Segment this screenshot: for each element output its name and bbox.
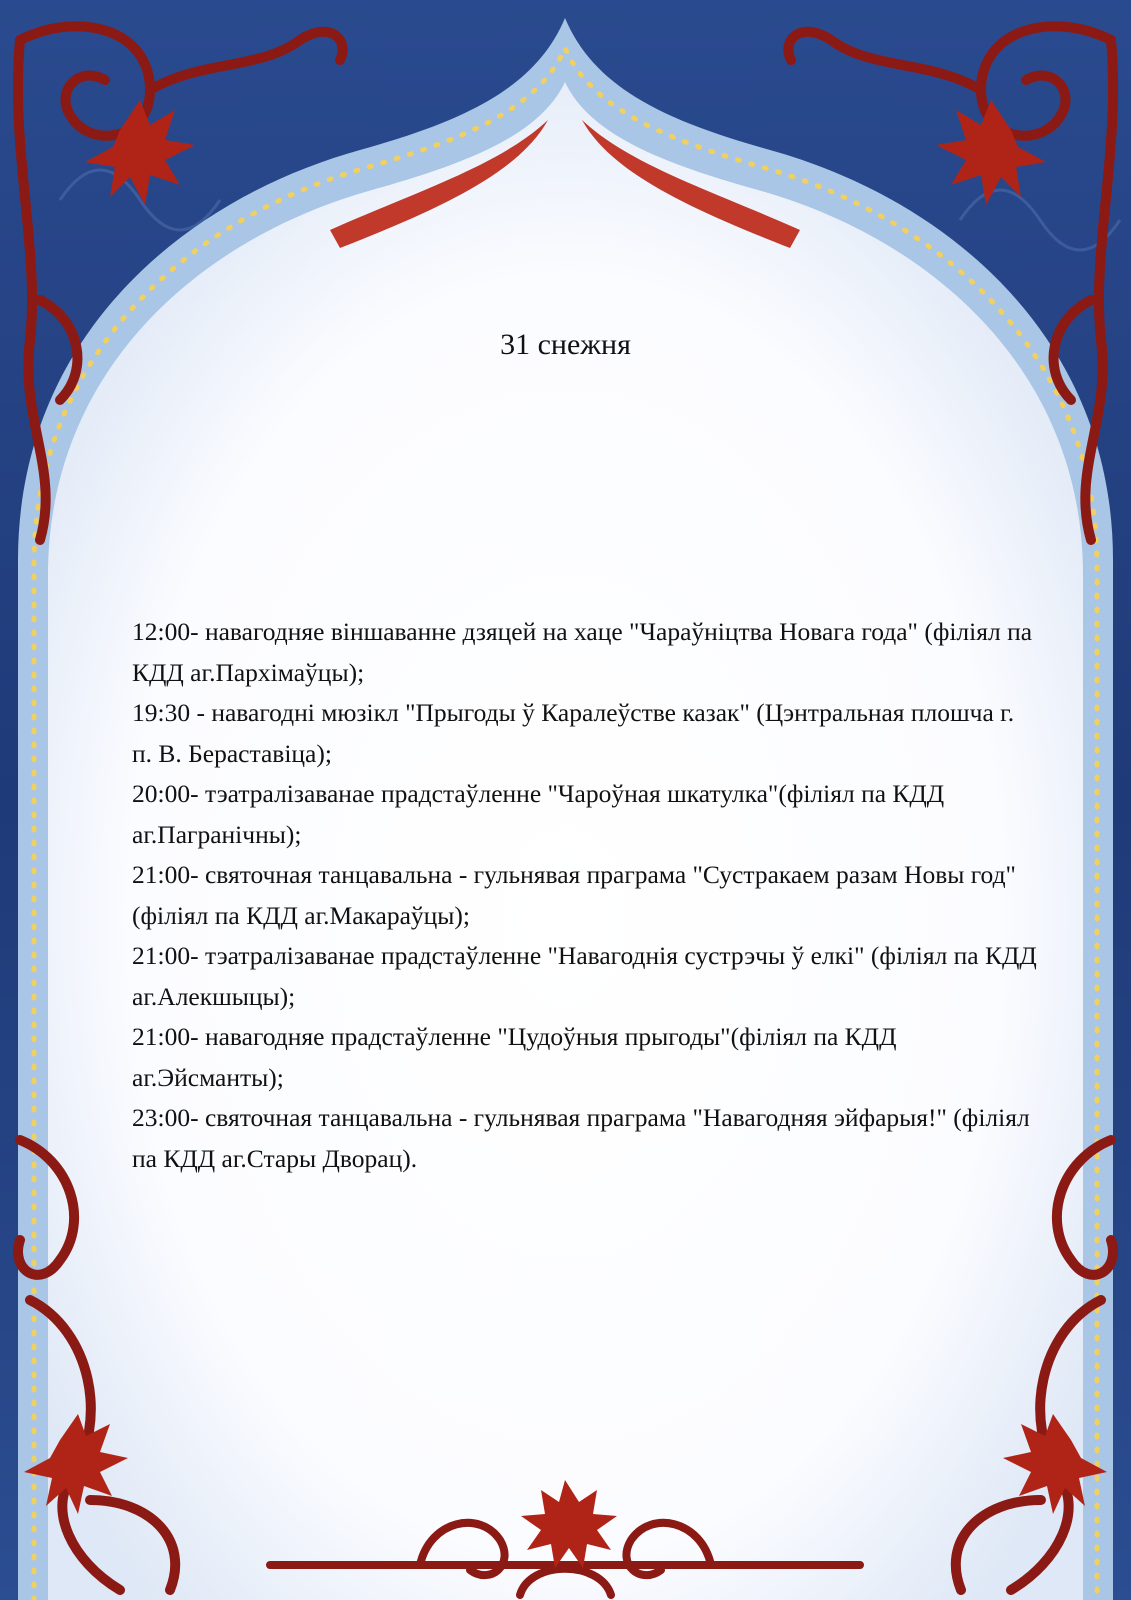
event-item: 19:30 - навагодні мюзікл "Прыгоды ў Каралеўстве казак" (Цэнтральная плошча г. п. В. Бераставіца); — [132, 698, 1015, 768]
event-item: 23:00- святочная танцавальна - гульнявая праграма "Навагодняя эйфарыя!" (філіял па КДД аг.Стары Дворац). — [132, 1103, 1030, 1173]
event-item: 21:00- тэатралізаванае прадстаўленне "Навагоднія сустрэчы ў елкі" (філіял па КДД аг.Алекшыцы); — [132, 941, 1037, 1011]
event-item: 12:00- навагодняе віншаванне дзяцей на хаце "Чараўніцтва Новага года" (філіял па КДД аг.Пархімаўцы); — [132, 617, 1033, 687]
event-item: 21:00- навагодняе прадстаўленне "Цудоўныя прыгоды"(філіял па КДД аг.Эйсманты); — [132, 1022, 897, 1092]
event-item: 21:00- святочная танцавальна - гульнявая праграма "Сустракаем разам Новы год"(філіял па КДД аг.Макараўцы); — [132, 860, 1016, 930]
event-schedule-list — [132, 612, 1037, 1179]
date-heading: 31 снежня — [500, 328, 631, 361]
event-item: 20:00- тэатралізаванае прадстаўленне "Чароўная шкатулка"(філіял па КДД аг.Пагранічны); — [132, 779, 945, 849]
